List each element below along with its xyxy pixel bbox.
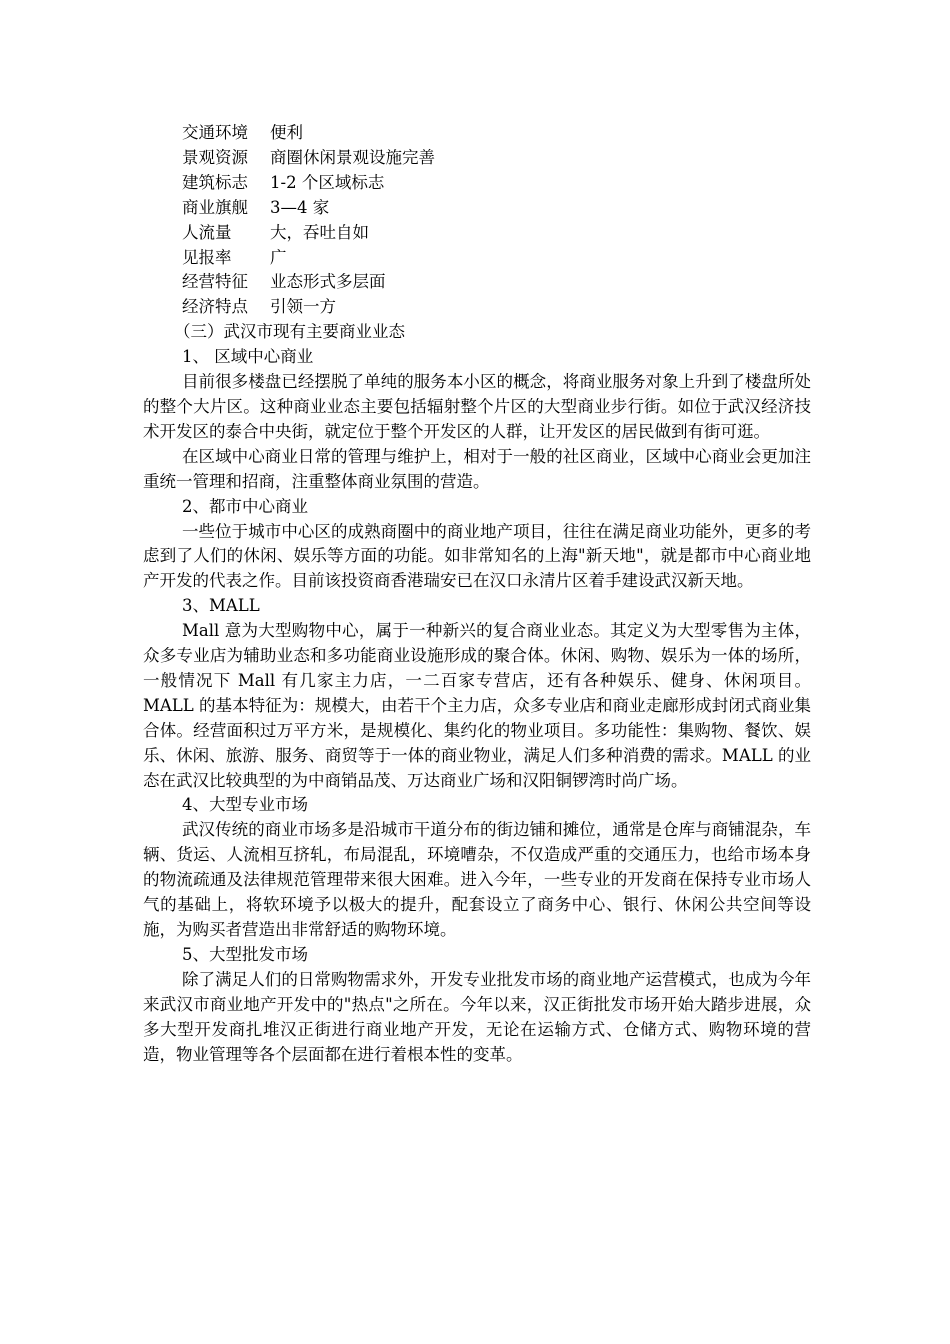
attribute-value: 广 — [270, 247, 287, 267]
attribute-key: 商业旗舰 — [182, 197, 248, 217]
attribute-key: 建筑标志 — [182, 172, 248, 192]
body-paragraph: Mall 意为大型购物中心，属于一种新兴的复合商业业态。其定义为大型零售为主体，众多专业店为辅助业态和多功能商业设施形成的聚合体。休闲、购物、娱乐为一体的场所，一般情况下 Mall 有几家主力店，一二百家专营店，还有各种娱乐、健身、休闲项目。MALL 的基本特征为：规模大，由若干个主力店，众多专业店和商业走廊形成封闭式商业集合体。经营面积过万平方米，是规模化、集约化的物业项目。多功能性：集购物、餐饮、娱乐、休闲、旅游、服务、商贸等于一体的商业物业，满足人们多种消费的需求。MALL 的业态在武汉比较典型的为中商销品茂、万达商业广场和汉阳铜锣湾时尚广场。 — [143, 621, 811, 790]
body-paragraph: 在区域中心商业日常的管理与维护上，相对于一般的社区商业，区域中心商业会更加注重统一管理和招商，注重整体商业氛围的营造。 — [143, 446, 811, 491]
section-heading: 4、大型专业市场 — [182, 795, 308, 815]
attribute-row — [143, 295, 811, 320]
attribute-row — [143, 171, 811, 196]
attribute-value: 商圈休闲景观设施完善 — [270, 147, 435, 167]
attribute-row — [143, 270, 811, 295]
body-paragraph: 除了满足人们的日常购物需求外，开发专业批发市场的商业地产运营模式，也成为今年来武汉市商业地产开发中的"热点"之所在。今年以来，汉正街批发市场开始大踏步进展，众多大型开发商扎堆汉正街进行商业地产开发，无论在运输方式、仓储方式、购物环境的营造，物业管理等各个层面都在进行着根本性的变革。 — [143, 969, 811, 1064]
section-title: （三）武汉市现有主要商业业态 — [174, 322, 405, 342]
attribute-key: 见报率 — [182, 247, 232, 267]
body-paragraph: 目前很多楼盘已经摆脱了单纯的服务本小区的概念，将商业服务对象上升到了楼盘所处的整个大片区。这种商业业态主要包括辐射整个片区的大型商业步行街。如位于武汉经济技术开发区的泰合中央街，就定位于整个开发区的人群，让开发区的居民做到有街可逛。 — [143, 372, 811, 441]
attribute-value: 业态形式多层面 — [270, 272, 386, 292]
attribute-key: 经济特点 — [182, 297, 248, 317]
attribute-value: 3—4 家 — [270, 197, 330, 217]
attribute-value: 引领一方 — [270, 297, 336, 317]
body-paragraph: 一些位于城市中心区的成熟商圈中的商业地产项目，往往在满足商业功能外，更多的考虑到了人们的休闲、娱乐等方面的功能。如非常知名的上海"新天地"，就是都市中心商业地产开发的代表之作。目前该投资商香港瑞安已在汉口永清片区着手建设武汉新天地。 — [143, 521, 811, 591]
attribute-value: 大，吞吐自如 — [270, 222, 369, 242]
section-heading: 2、都市中心商业 — [182, 496, 308, 516]
section-heading: 3、MALL — [182, 596, 260, 616]
attribute-key: 人流量 — [182, 222, 232, 242]
attribute-row — [143, 146, 811, 171]
attribute-value: 便利 — [270, 123, 303, 142]
attribute-row — [143, 246, 811, 271]
attribute-row — [143, 121, 811, 146]
section-heading: 5、大型批发市场 — [182, 944, 308, 964]
attribute-row — [143, 221, 811, 246]
attribute-key: 交通环境 — [182, 123, 248, 142]
attribute-list — [143, 121, 811, 320]
attribute-row — [143, 196, 811, 221]
attribute-key: 经营特征 — [182, 272, 248, 292]
attribute-value: 1-2 个区域标志 — [270, 172, 385, 192]
section-heading: 1、 区域中心商业 — [182, 347, 314, 367]
document-page — [143, 121, 811, 1067]
body-paragraph: 武汉传统的商业市场多是沿城市干道分布的街边铺和摊位，通常是仓库与商铺混杂，车辆、货运、人流相互挤轧，布局混乱，环境嘈杂，不仅造成严重的交通压力，也给市场本身的物流疏通及法律规范管理带来很大困难。进入今年，一些专业的开发商在保持专业市场人气的基础上，将软环境予以极大的提升，配套设立了商务中心、银行、休闲公共空间等设施，为购买者营造出非常舒适的购物环境。 — [143, 820, 811, 939]
attribute-key: 景观资源 — [182, 147, 248, 167]
